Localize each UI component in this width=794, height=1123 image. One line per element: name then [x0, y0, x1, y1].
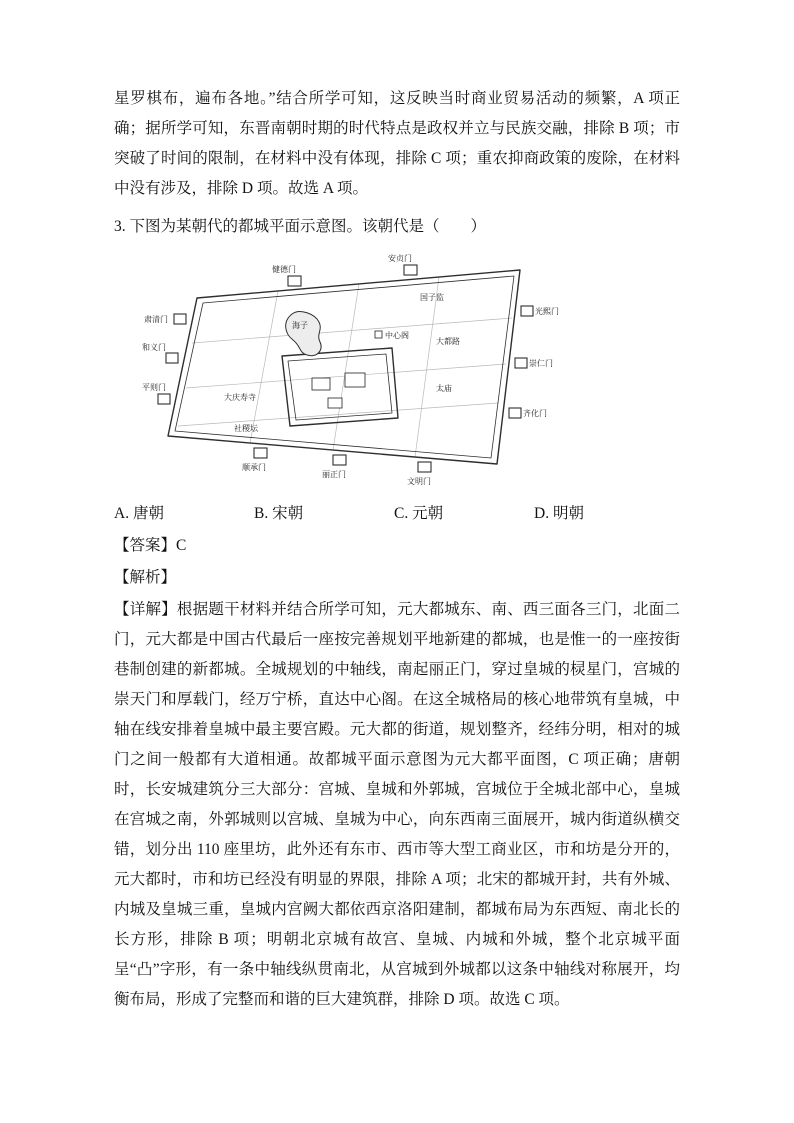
map-label-chongrenmen: 崇仁门 — [529, 359, 553, 368]
map-label-zhongxinge: 中心阁 — [385, 331, 409, 340]
map-label-shunchengmen: 顺承门 — [242, 463, 266, 472]
gate-marker — [254, 448, 267, 458]
gate-marker — [288, 276, 301, 286]
map-label-haizi: 海子 — [292, 321, 308, 330]
gate-marker — [166, 353, 178, 363]
detail-paragraph: 【详解】根据题干材料并结合所学可知，元大都城东、南、西三面各三门，北面二门，元大都是中国古代最后一座按完善规划平地新建的都城，也是惟一的一座按街巷制创建的新都城。全城规划的中轴线，南起丽正门，穿过皇城的棂星门，宫城的崇天门和厚载门，经万宁桥，直达中心阁。在这全城格局的核心地带筑有皇城，中轴在线安排着皇城中最主要宫殿。元大都的街道，规划整齐，经纬分明，相对的城门之间一般都有大道相通。故都城平面示意图为元大都平面图，C 项正确；唐朝时，长安城建筑分三大部分：宫城、皇城和外郭城，宫城位于全城北部中心，皇城在宫城之南，外郭城则以宫城、皇城为中心，向东西南三面展开，城内街道纵横交错，划分出 110 座里坊，此外还有东市、西市等大型工商业区，市和坊是分开的，元大都时，市和坊已经没有明显的界限，排除 A 项；北宋的都城开封，共有外城、内城及皇城三重，皇城内宫阙大都依西京洛阳建制，都城布局为东西短、南北长的长方形，排除 B 项；明朝北京城有故宫、皇城、内城和外城，整个北京城平面呈“凸”字形，有一条中轴线纵贯南北，从宫城到外城都以这条中轴线对称展开，均衡布局，形成了完整而和谐的巨大建筑群，排除 D 项。故选 C 项。 — [114, 601, 680, 1008]
map-label-shejitan: 社稷坛 — [234, 424, 258, 433]
gate-marker — [521, 306, 533, 316]
city-map-figure — [142, 248, 572, 493]
gate-marker — [333, 455, 346, 465]
map-label-qihuamen: 齐化门 — [523, 409, 547, 418]
map-label-daqingshousi: 大庆寿寺 — [224, 393, 256, 402]
gate-marker — [418, 462, 431, 472]
gate-marker — [404, 265, 417, 275]
street-grid — [178, 277, 512, 457]
yuan-dadu-map — [142, 248, 572, 493]
map-label-heyimen: 和义门 — [142, 343, 166, 352]
page-content — [114, 84, 680, 1015]
map-label-guangximen: 光熙门 — [535, 307, 559, 316]
map-label-taimiao: 太庙 — [436, 384, 452, 393]
center-pavilion — [375, 331, 382, 338]
option-d: D. 明朝 — [534, 505, 584, 522]
map-label-jiandemen: 健德门 — [272, 265, 296, 274]
option-b: B. 宋朝 — [254, 505, 304, 522]
map-label-pingzemen: 平则门 — [142, 383, 166, 392]
map-label-lizhengmen: 丽正门 — [322, 470, 346, 479]
answer-line: 【答案】C — [114, 537, 187, 554]
option-c: C. 元朝 — [394, 505, 444, 522]
gate-marker — [174, 314, 186, 324]
gate-marker — [509, 408, 521, 418]
map-label-suqingmen: 肃清门 — [144, 315, 168, 324]
map-label-wenmingmen: 文明门 — [407, 477, 431, 486]
options-row — [114, 499, 680, 529]
lake — [286, 312, 321, 356]
map-label-anzhenmen: 安贞门 — [388, 254, 412, 263]
explanation-paragraph: 星罗棋布，遍布各地。”结合所学可知，这反映当时商业贸易活动的频繁，A 项正确；据所学可知，东晋南朝时期的时代特点是政权并立与民族交融，排除 B 项；市突破了时间的限制，在材料中没有体现，排除 C 项；重农抑商政策的废除，在材料中没有涉及，排除 D 项。故选 A 项。 — [114, 90, 680, 197]
option-a: A. 唐朝 — [114, 505, 164, 522]
analysis-label: 【解析】 — [114, 569, 177, 586]
map-label-dadulu: 大都路 — [436, 337, 460, 346]
gate-marker — [515, 358, 527, 368]
question-text: 3. 下图为某朝代的都城平面示意图。该朝代是（ ） — [114, 218, 487, 235]
gate-marker — [158, 394, 170, 404]
map-label-guozijian: 国子监 — [420, 293, 444, 302]
